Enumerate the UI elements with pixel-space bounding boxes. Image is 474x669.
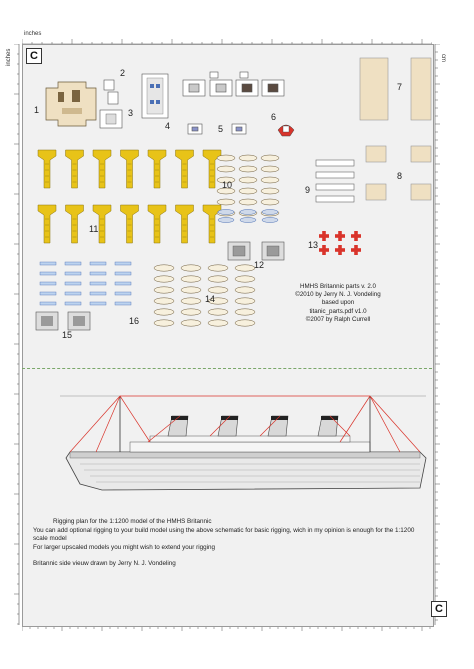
lifeboat [208,320,228,326]
small-piece [40,292,56,295]
credits-line: HMHS Britannic parts v. 2.0 [300,283,376,290]
lifeboat [239,188,257,194]
lifeboat [154,276,174,282]
lifeboat [239,166,257,172]
lifeboat [217,199,235,205]
part-13-red-crosses [319,231,361,255]
small-piece [65,292,81,295]
part-9 [316,160,354,202]
credits-line: ©2010 by Jerry N. J. Vondeling [295,291,381,299]
small-piece [40,272,56,275]
right-ruler-unit: cm [440,54,446,62]
lifeboat [235,298,255,304]
red-cross [351,231,361,241]
yellow-piece [38,205,56,243]
red-cross [335,245,345,255]
notes-line: For larger upscaled models you might wish to extend your rigging [33,543,216,551]
red-cross [319,245,329,255]
side-ruler-unit: inches [6,48,12,66]
ship-side-view [40,386,440,498]
lifeboat [261,166,279,172]
part-2 [104,80,118,104]
yellow-piece [38,150,56,188]
part-number-9: 9 [305,185,311,195]
lifeboat [181,309,201,315]
lifeboat [235,309,255,315]
yellow-piece [121,205,139,243]
part-number-13: 13 [308,240,319,250]
part-7 [360,58,431,120]
lifeboat [235,320,255,326]
lifeboat [154,320,174,326]
part-number-2: 2 [120,68,126,78]
part-12 [228,242,284,260]
yellow-piece [121,150,139,188]
lifeboat [218,210,234,215]
part-number-1: 1 [34,105,40,115]
notes-credit: Britannic side vieuw drawn by Jerry N. J. Vondeling [33,560,176,567]
lifeboat [154,309,174,315]
part-4 [142,74,168,118]
top-ruler-unit: inches [24,31,42,37]
part-number-3: 3 [128,108,134,118]
lifeboat [208,287,228,293]
notes-title: Rigging plan for the 1:1200 model of the HMHS Britannic [53,518,212,525]
part-15 [36,312,90,330]
part-number-12: 12 [254,260,265,270]
yellow-piece [66,150,84,188]
part-number-7: 7 [397,82,403,92]
small-deckhouses [183,72,284,96]
sheet-letter-bottom: C [431,601,447,617]
sheet-letter-top: C [26,48,42,64]
small-piece [90,272,106,275]
lifeboat [181,265,201,271]
small-piece [115,282,131,285]
lifeboat [262,218,278,223]
lifeboat [181,320,201,326]
part-number-8: 8 [397,171,403,181]
red-cross [351,245,361,255]
lifeboat [239,199,257,205]
red-cross [335,231,345,241]
lifeboat [239,155,257,161]
small-piece [40,282,56,285]
lifeboat [261,188,279,194]
lifeboat [235,265,255,271]
lifeboat [261,199,279,205]
part-6 [278,125,294,136]
part-11-yellow-pieces [38,150,221,243]
yellow-piece [148,150,166,188]
lifeboat [218,218,234,223]
yellow-piece [66,205,84,243]
notes-block [33,518,423,569]
part-number-5: 5 [218,124,224,134]
credits-line: ©2007 by Ralph Currell [305,315,371,323]
part-number-6: 6 [271,112,277,122]
red-cross [319,231,329,241]
part-16-small-pieces [40,262,131,305]
yellow-piece [203,205,221,243]
lifeboat [240,210,256,215]
lifeboat [217,166,235,172]
lifeboat [181,276,201,282]
small-piece [65,302,81,305]
small-piece [115,292,131,295]
credits-line: based upon [321,299,355,307]
small-piece [65,282,81,285]
part-number-15: 15 [62,330,73,340]
part-3 [100,110,122,128]
lifeboat [208,309,228,315]
small-piece [65,262,81,265]
lifeboat [235,276,255,282]
lifeboat [181,298,201,304]
lifeboat [208,276,228,282]
lifeboat [235,287,255,293]
part-deckhouse [46,82,96,126]
yellow-piece [93,150,111,188]
credits-line: titanic_parts.pdf v1.0 [309,307,367,315]
small-piece [90,292,106,295]
lifeboat [217,155,235,161]
notes-line: You can add optional rigging to your build model using the above schematic for basic rigging, wich in my opinion is enough for the 1:1200 scale model [33,526,415,542]
small-piece [115,302,131,305]
lifeboat [262,210,278,215]
cut-line [22,368,432,369]
yellow-piece [176,150,194,188]
part-number-14: 14 [205,294,216,304]
lifeboat [261,155,279,161]
small-piece [115,262,131,265]
small-piece [40,302,56,305]
small-piece [90,302,106,305]
credits-block [283,283,393,324]
lifeboat [239,177,257,183]
lifeboat [261,177,279,183]
small-piece [115,272,131,275]
small-piece [40,262,56,265]
part-number-16: 16 [129,316,140,326]
part-number-4: 4 [165,121,171,131]
small-piece [65,272,81,275]
part-number-10: 10 [222,180,233,190]
part-number-11: 11 [89,224,99,234]
small-piece [90,282,106,285]
yellow-piece [148,205,166,243]
lifeboat [240,218,256,223]
lifeboat [154,287,174,293]
lifeboat [181,287,201,293]
small-piece [90,262,106,265]
yellow-piece [176,205,194,243]
lifeboat [154,298,174,304]
part-5 [188,124,246,134]
lifeboat [208,265,228,271]
lifeboat [154,265,174,271]
